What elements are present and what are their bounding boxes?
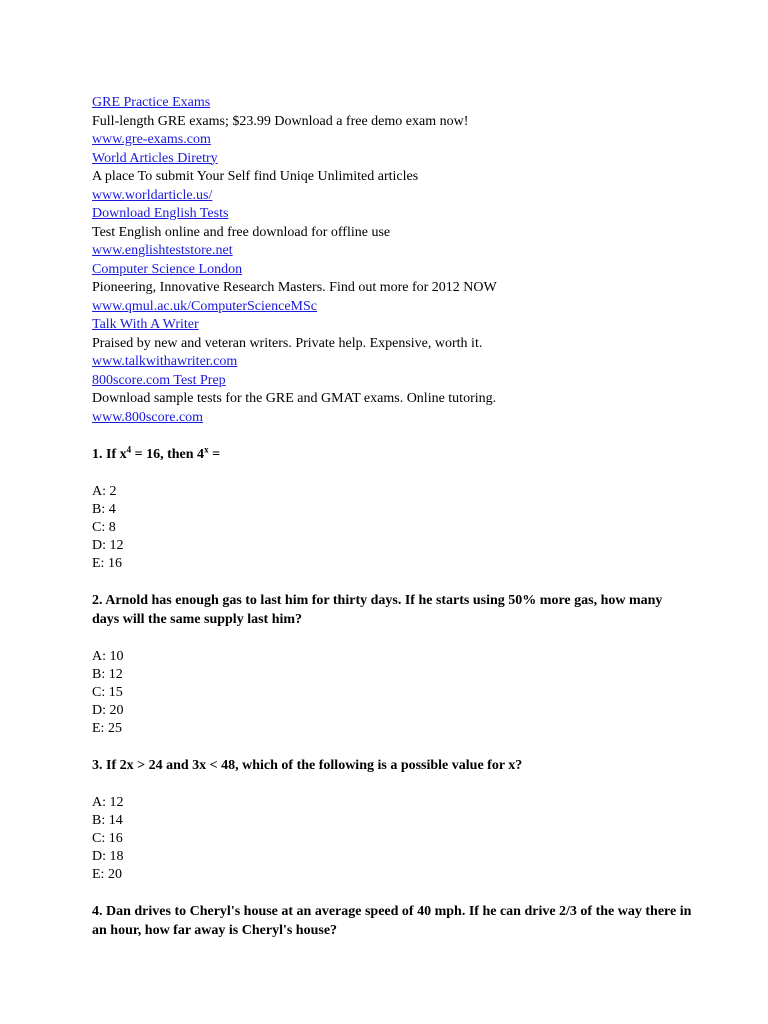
answer-option: C: 15 [92, 685, 123, 700]
answer-option: B: 14 [92, 813, 123, 828]
ad-url-link[interactable]: www.worldarticle.us/ [92, 187, 213, 203]
answer-option: B: 4 [92, 502, 116, 517]
ad-title-link[interactable]: World Articles Diretry [92, 150, 218, 166]
ad-url-link[interactable]: www.englishteststore.net [92, 243, 233, 258]
answer-option: C: 8 [92, 520, 116, 535]
answer-options [92, 794, 768, 884]
ad-description: Full-length GRE exams; $23.99 Download a free demo exam now! [92, 113, 469, 129]
answer-option: D: 18 [92, 849, 124, 864]
answer-options [92, 483, 768, 573]
question-1: 1. If $x^4 = 16$, then $4^x$ = [92, 444, 221, 462]
answer-option: D: 20 [92, 703, 124, 718]
answer-option: A: 10 [92, 649, 124, 664]
ad-url-link[interactable]: www.qmul.ac.uk/ComputerScienceMSc [92, 298, 317, 314]
question-4: 4. Dan drives to Cheryl's house at an average speed of 40 mph. If he can drive 2/3 of the way there in an hour, how far away is Cheryl's house? [92, 904, 692, 938]
answer-option: E: 16 [92, 556, 122, 571]
ad-url-link[interactable]: www.gre-exams.com [92, 132, 211, 147]
ad-title-link[interactable]: Download English Tests [92, 206, 229, 221]
answer-option: E: 20 [92, 867, 122, 882]
question-3: 3. If 2x > 24 and 3x < 48, which of the following is a possible value for x? [92, 758, 523, 773]
answer-option: D: 12 [92, 538, 124, 553]
answer-option: C: 16 [92, 831, 123, 846]
ad-title-link[interactable]: GRE Practice Exams [92, 95, 211, 110]
answer-option: B: 12 [92, 667, 123, 682]
answer-option: E: 25 [92, 721, 122, 736]
ad-description: Download sample tests for the GRE and GMAT exams. Online tutoring. [92, 391, 497, 406]
ad-title-link[interactable]: Talk With A Writer [92, 317, 199, 332]
question-2: 2. Arnold has enough gas to last him for thirty days. If he starts using 50% more gas, how many days will the same supply last him? [92, 593, 663, 627]
ad-title-link[interactable]: 800score.com Test Prep [92, 372, 226, 388]
answer-option: A: 2 [92, 484, 117, 499]
answer-option: A: 12 [92, 795, 124, 810]
answer-options [92, 648, 768, 738]
ad-url-link[interactable]: www.800score.com [92, 409, 204, 425]
ad-description: Pioneering, Innovative Research Masters. Find out more for 2012 NOW [92, 280, 497, 295]
ad-description: Test English online and free download for offline use [92, 224, 391, 240]
ad-description: A place To submit Your Self find Uniqe Unlimited articles [92, 169, 419, 184]
ad-description: Praised by new and veteran writers. Private help. Expensive, worth it. [92, 335, 483, 351]
ad-url-link[interactable]: www.talkwithawriter.com [92, 354, 238, 369]
sponsored-links [92, 94, 768, 427]
ad-title-link[interactable]: Computer Science London [92, 261, 243, 277]
